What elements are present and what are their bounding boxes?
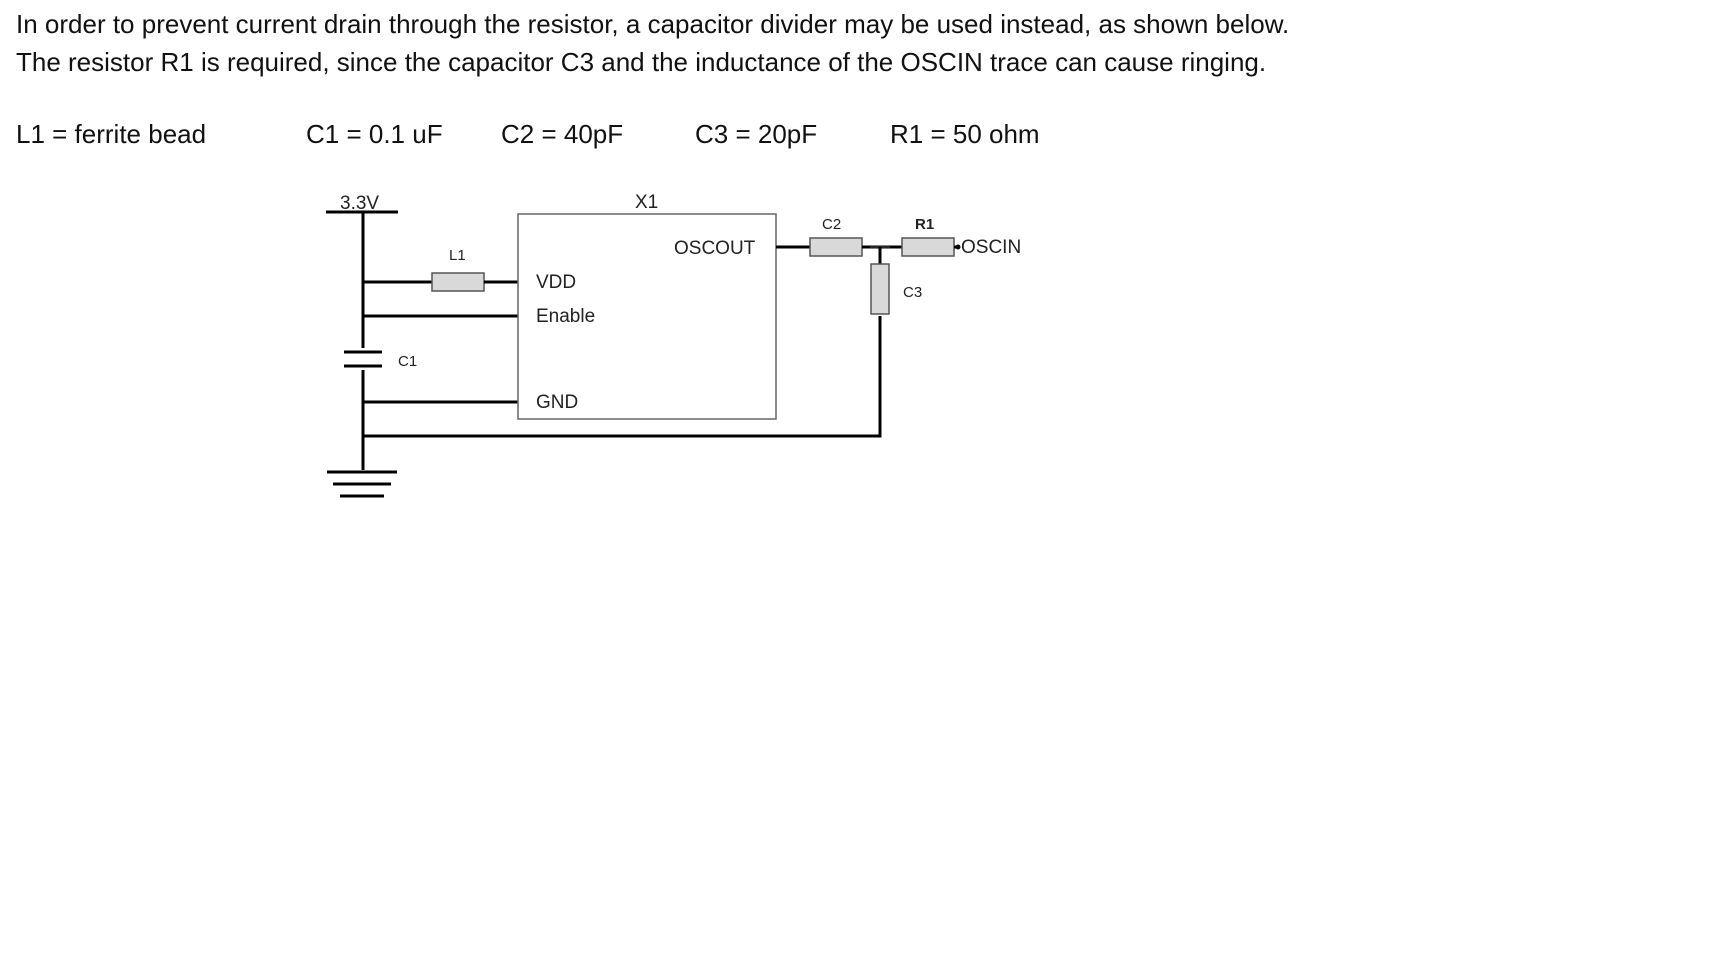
supply-rail (326, 212, 398, 348)
x1-label: X1 (635, 192, 659, 213)
vdd-branch (363, 273, 518, 291)
c2-capacitor (810, 238, 862, 256)
supply-label: 3.3V (340, 193, 380, 214)
value-c3: C3 = 20pF (695, 119, 818, 149)
c3-label: C3 (903, 284, 923, 301)
pin-gnd-label: GND (536, 392, 579, 413)
intro-text-line-1: In order to prevent current drain through the resistor, a capacitor divider may be used instead, as shown below. (16, 9, 1290, 39)
c2-label: C2 (822, 216, 842, 233)
pin-oscout-label: OSCOUT (674, 238, 756, 259)
pin-enable-label: Enable (536, 306, 596, 327)
l1-ferrite-bead (432, 273, 484, 291)
r1-resistor (902, 238, 954, 256)
c1-capacitor (344, 352, 382, 470)
oscin-label: OSCIN (961, 237, 1022, 258)
c3-shunt (870, 247, 890, 314)
c3-capacitor (871, 264, 889, 314)
value-r1: R1 = 50 ohm (890, 119, 1040, 149)
l1-label: L1 (449, 247, 466, 264)
r1-label: R1 (915, 216, 935, 233)
ground-symbol (327, 472, 397, 496)
c1-label: C1 (398, 353, 418, 370)
value-c2: C2 = 40pF (501, 119, 624, 149)
pin-vdd-label: VDD (536, 272, 577, 293)
intro-text-line-2: The resistor R1 is required, since the capacitor C3 and the inductance of the OSCIN trace can cause ringing. (16, 47, 1267, 77)
value-l1: L1 = ferrite bead (16, 119, 207, 149)
oscout-path (776, 238, 961, 256)
value-c1: C1 = 0.1 uF (306, 119, 443, 149)
